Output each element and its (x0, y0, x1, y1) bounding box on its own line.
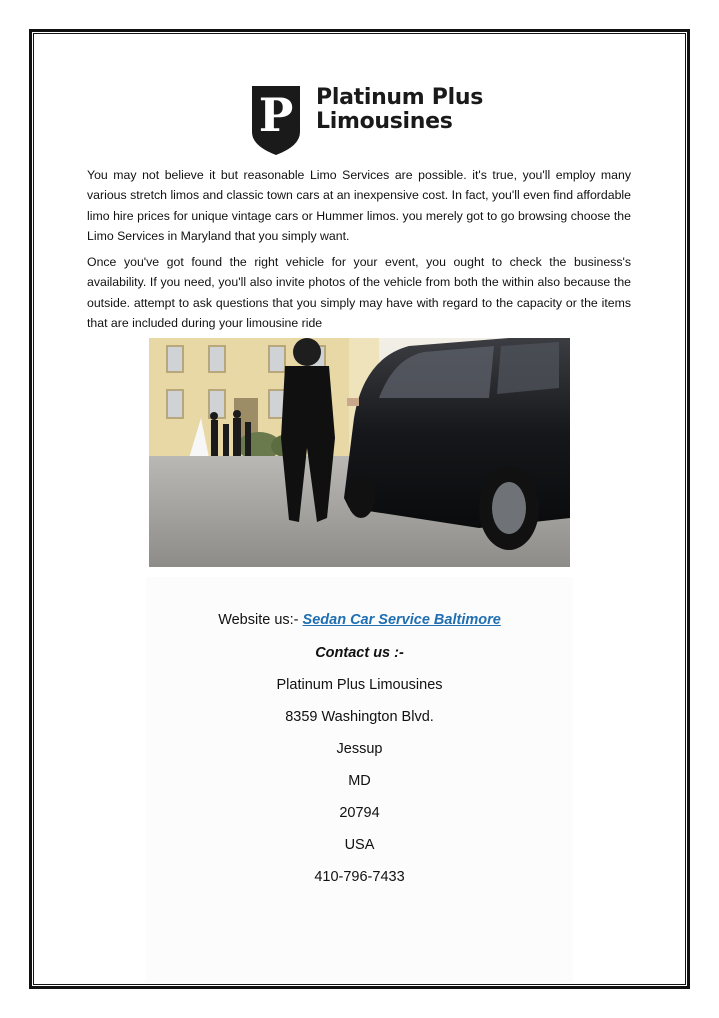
website-line (146, 612, 573, 628)
contact-country: USA (344, 837, 375, 853)
logo-line-2: Limousines (316, 109, 453, 134)
contact-street: 8359 Washington Blvd. (285, 709, 434, 725)
limousine-photo (149, 338, 570, 567)
contact-phone[interactable]: 410-796-7433 (314, 869, 405, 885)
logo-line-1: Platinum Plus (316, 85, 483, 110)
contact-city: Jessup (336, 741, 383, 757)
website-link[interactable]: Sedan Car Service Baltimore (302, 612, 501, 628)
logo-wordmark (316, 86, 483, 134)
logo-monogram: P (258, 88, 294, 142)
contact-state: MD (348, 773, 371, 789)
body-paragraph-2: Once you've got found the right vehicle for your event, you ought to check the business's availability. If you need, you'll also invite photos of the vehicle from both the within also because the outside. attempt to ask questions that you simply may have with regard to the capacity or the items that are included during your limousine ride (87, 255, 631, 330)
shield-logo-icon (250, 84, 310, 156)
contact-zip: 20794 (339, 805, 380, 821)
contact-heading: Contact us :- (315, 645, 404, 661)
website-label: Website us:- (218, 612, 303, 628)
contact-company: Platinum Plus Limousines (276, 677, 443, 693)
company-logo (250, 84, 483, 156)
body-paragraph-1: You may not believe it but reasonable Limo Services are possible. it's true, you'll employ many various stretch limos and classic town cars at an inexpensive cost. In fact, you'll even find affordable limo hire prices for unique vintage cars or Hummer limos. you merely got to go browsing choose the Limo Services in Maryland that you simply want. (87, 168, 631, 243)
